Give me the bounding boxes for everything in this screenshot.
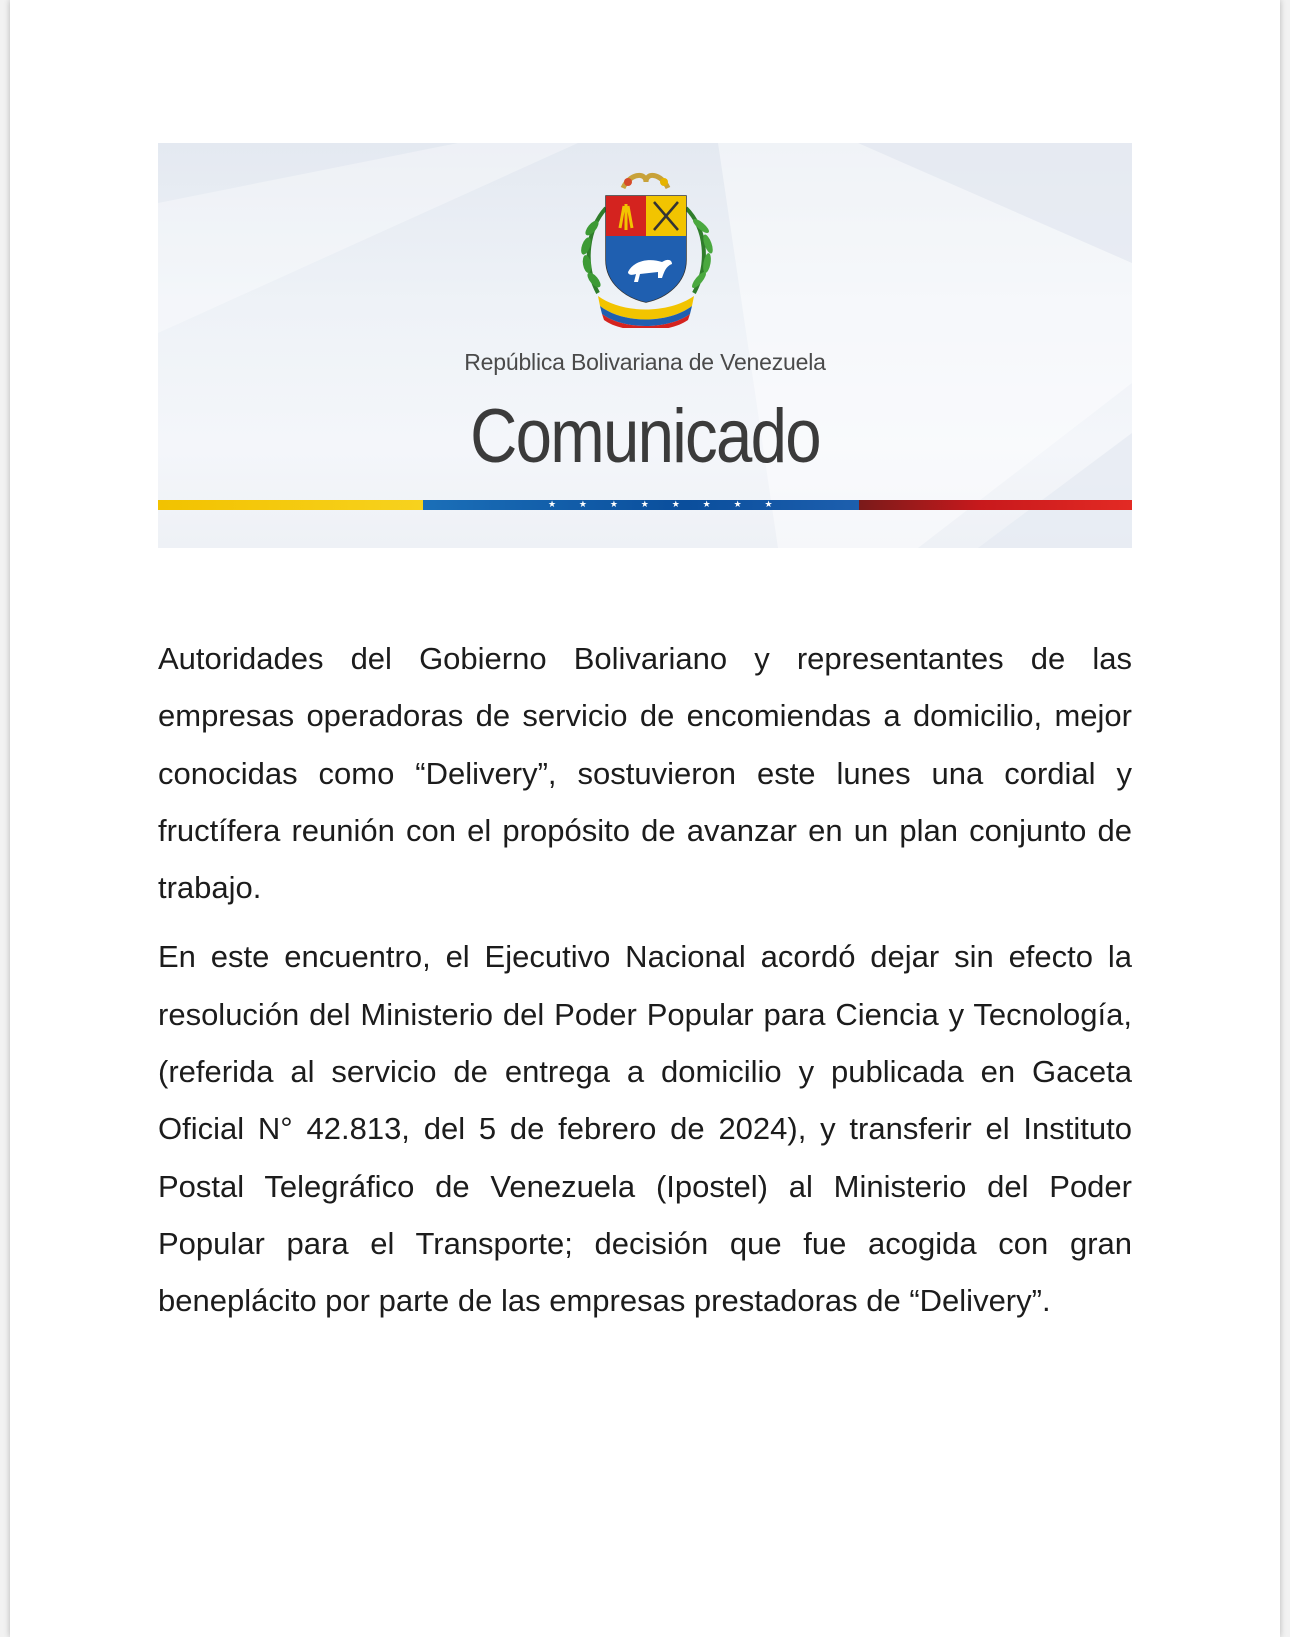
flag-stripe: [158, 500, 1132, 510]
body-paragraph-1: Autoridades del Gobierno Bolivariano y representantes de las empresas operadoras de servicio de encomiendas a domicilio, mejor conocidas como “Delivery”, sostuvieron este lunes una cordial y fructífera reunión con el propósito de avanzar en un plan conjunto de trabajo.: [158, 641, 1132, 906]
header-banner: [158, 143, 1132, 548]
flag-stripe-yellow: [158, 500, 423, 510]
flag-stars: ★ ★ ★ ★ ★ ★ ★ ★: [548, 500, 783, 510]
flag-stripe-red: [859, 500, 1132, 510]
republic-name: República Bolivariana de Venezuela: [464, 349, 826, 375]
communique-body: [158, 630, 1132, 1342]
flag-stripe-blue: [423, 500, 859, 510]
document-page: [10, 0, 1280, 1637]
page-title: Comunicado: [470, 394, 820, 479]
body-paragraph-2: En este encuentro, el Ejecutivo Nacional acordó dejar sin efecto la resolución del Ministerio del Poder Popular para Ciencia y Tecnología, (referida al servicio de entrega a domicilio y publicada en Gaceta Oficial N° 42.813, del 5 de febrero de 2024), y transferir el Instituto Postal Telegráfico de Venezuela (Ipostel) al Ministerio del Poder Popular para el Transporte; decisión que fue acogida con gran beneplácito por parte de las empresas prestadoras de “Delivery”.: [158, 939, 1132, 1319]
coat-of-arms-icon: [568, 168, 723, 328]
